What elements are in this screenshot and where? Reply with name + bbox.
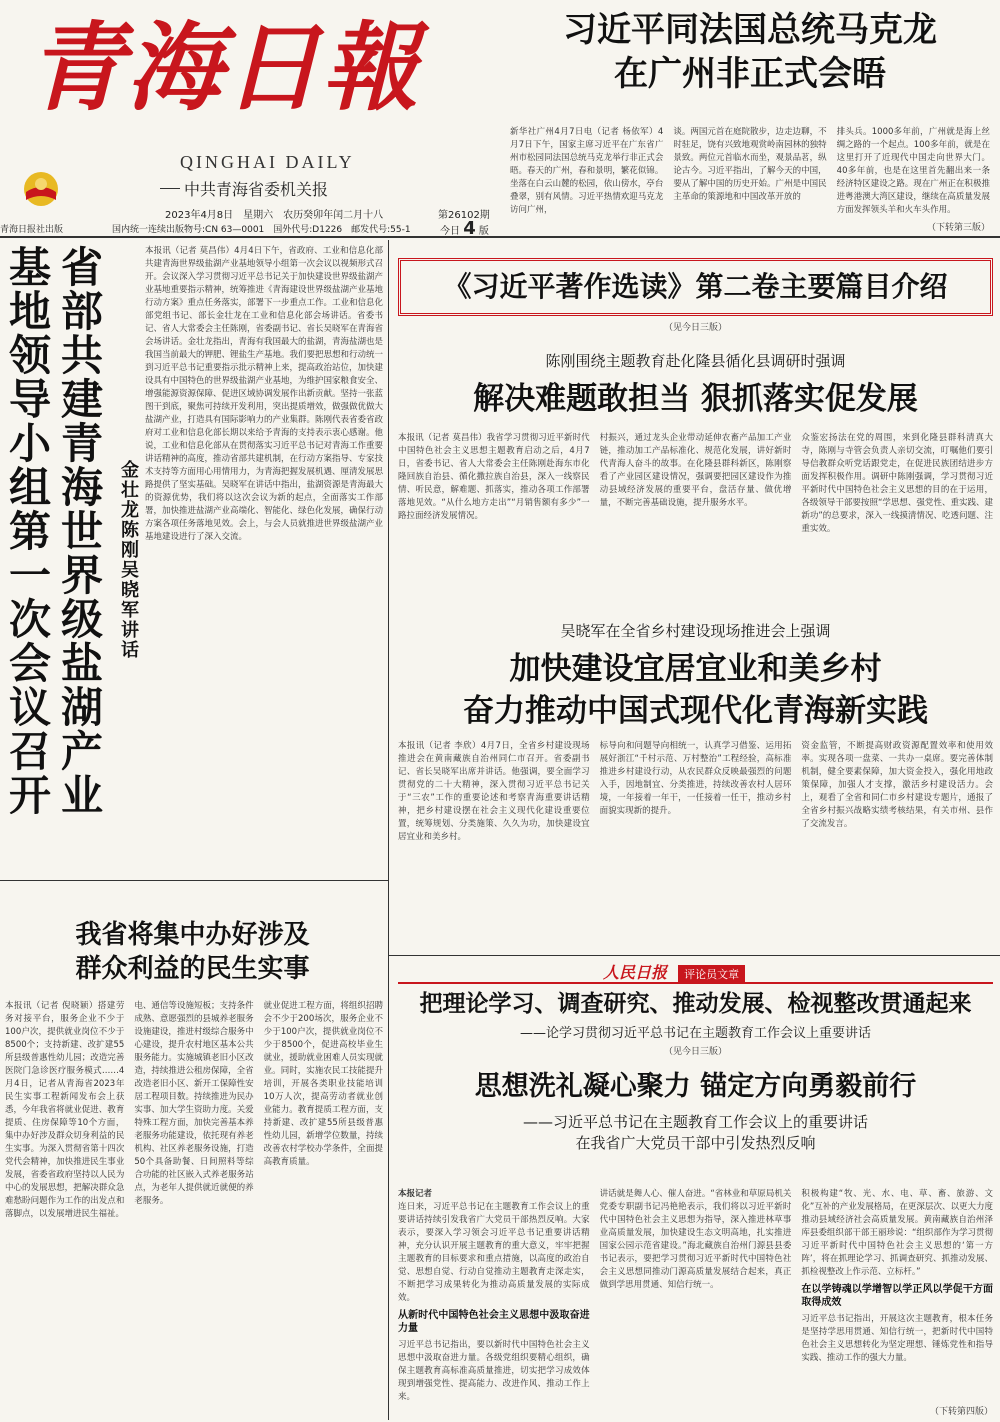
date-line: 2023年4月8日 星期六 农历癸卯年闰二月十八: [165, 210, 384, 221]
chen-headline: 解决难题敢担当 狠抓落实促发展: [473, 381, 918, 417]
chen-kicker: 陈刚围绕主题教育赴化隆县循化县调研时强调: [545, 352, 846, 370]
minsheng-headline-1: 我省将集中办好涉及: [75, 920, 310, 950]
wu-headline-1: 加快建设宜居宜业和美乡村: [509, 651, 882, 687]
today-label: 今日: [440, 226, 460, 235]
thought-sub-2: 在我省广大党员干部中引发热烈反响: [575, 1134, 816, 1152]
thought-sub-1: ——习近平总书记在主题教育工作会议上的重要讲话: [522, 1113, 868, 1131]
featured-see-page: （见今日三版）: [663, 323, 727, 333]
thought-body: [398, 1188, 993, 1413]
minsheng-col-2: 电、通信等设施短板；支持条件成熟、意愿强烈的县城养老服务设施建设，推进村级综合服务中心建设，提升农村地区基本公共服务能力。实施城镇老旧小区改造，持续推进公租房保障，全省改造老旧小区、新开工保障性安居工程项目数。持续推进为民办实事、加大学生资助力度。关爱特殊工程方面，加快完善基本养老服务功能建设，依托现有养老机构、社区养老服务设施，打造50个具备助餐、日间照料等综合功能的社区嵌入式养老服务站点，为老年人提供就近就便的养老服务。: [134, 1001, 254, 1206]
peoples-daily-see-page: （见今日三版）: [663, 1047, 727, 1057]
right-section-divider: [389, 955, 1000, 956]
wu-kicker: 吴晓军在全省乡村建设现场推进会上强调: [560, 622, 831, 640]
thought-col-2: 讲话就是舞人心、催人奋进。“省林业和草原局机关党委专职副书记冯艳艳表示，我们将以习近平新时代中国特色社会主义思想为指导，深入推进林草事业高质量发展，加快建设生态文明高地，扎实推进国家公园示范省建设。”海北藏族自治州门源县县委书记表示，要把学习贯彻习近平新时代中国特色社会主义思想同推动门源高质量发展结合起来，真正做到学思用贯通、知信行统一。: [599, 1189, 792, 1290]
masthead-divider: [0, 236, 1000, 238]
top-story: [510, 8, 990, 233]
cn-code-line: 国内统一连续出版物号:CN 63—0001 国外代号:D1226 邮发代号:55-1: [112, 225, 411, 235]
publisher: 青海日报社出版: [0, 225, 64, 235]
chen-col-3: 众鉴宏扬法在党的周围，来到化隆县群科清真大寺，陈刚与寺管会负责人亲切交流，叮嘱他们要引导信教群众听党话跟党走，在促进民族团结进步方面发挥积极作用。调研中陈刚强调，学习贯彻习近平新时代中国特色社会主义思想的目的在于运用，各级领导干部要按照“学思想、强党性、重实践、建新功”的总要求，深入一线摸清情况、吃透问题、注重实效。: [801, 433, 993, 534]
top-headline-1: 习近平同法国总统马克龙: [563, 10, 937, 50]
peoples-daily-subheadline: ——论学习贯彻习近平总书记在主题教育工作会议上重要讲话: [519, 1026, 871, 1041]
thought-col-3-subhead: 在以学铸魂以学增智以学正风以学促干方面取得成效: [801, 1284, 993, 1308]
newspaper-logo: 青海日報: [28, 11, 420, 124]
thought-col-3-text: 积极构建“牧、光、水、电、草、畜、旅游、文化”互补的产业发展格局，在更深层次、以更大力度推动县域经济社会高质量发展。黄南藏族自治州泽库县委组织部干部王丽珍说：“组织部作为学习贯彻习近平新时代中国特色社会主义思想的‘第一方阵’，将在抓理论学习、抓调查研究、抓推动发展、抓检视整改上作示范、立标杆。”: [801, 1189, 993, 1277]
top-story-body: [510, 126, 990, 218]
left-main-title: 省部共建青海世界级盐湖产业基地领导小组第一次会议召开: [3, 245, 104, 817]
thought-col-1-subhead: 从新时代中国特色社会主义思想中汲取奋进力量: [398, 1310, 590, 1334]
pages-unit: 版: [478, 226, 489, 235]
sun-logo-icon: [22, 170, 60, 208]
issue-number: 第26102期: [438, 210, 490, 221]
wu-col-2: 标导向和问题导向相统一，认真学习借鉴、运用拓展好浙江“千村示范、万村整治”工程经验，高标准推进乡村建设行动，从农民群众反映最强烈的问题入手，因地制宜、分类推进，持续改善农村人居环境，一年接着一年干，一任接着一任干，推动乡村面貌实现新的提升。: [599, 741, 792, 816]
minsheng-story: [0, 890, 385, 1415]
left-story: [0, 240, 385, 870]
organ-text: 中共青海省委机关报: [184, 180, 329, 199]
wu-headline-2: 奋力推动中国式现代化青海新实践: [463, 693, 928, 729]
minsheng-col-3: 就业促进工程方面，将组织招聘会不少于200场次，服务企业不少于100户次，提供就业岗位不少于8500个，促进高校毕业生就业，援助就业困难人员实现就业。同时，实施农民工技能提升培训，开展各类职业技能培训10万人次，提高劳动者就业创业能力。教育提质工程方面，支持新建、改扩建55所县级普惠性幼儿园，新增学位数量，持续改善农村学校办学条件，全面提高教育质量。: [263, 1001, 383, 1167]
minsheng-col-1: 本报讯（记者 倪晓颖）搭建劳务对接平台，服务企业不少于100户次，提供就业岗位不少于8500个；支持新建、改扩建55所县级普惠性幼儿园；改造完善医院门急诊医疗服务模式……4月4日，记者从青海省2023年民生实事工程新闻发布会上获悉，今年我省将就业促进、教育提质、住房保障等10个方面，集中办好涉及群众切身利益的民生实事。为深入贯彻省第十四次党代会精神，加快推进民生事业发展，省委省政府坚持以人民为中心的发展思想，把解决群众急难愁盼问题作为工作的出发点和落脚点，以发展增进民生福祉。: [5, 1001, 125, 1219]
top-col-2: 谈。两国元首在庭院散步，边走边聊，不时驻足，饶有兴致地观赏岭南园林的独特景致。两位元首临水而坐，观景品茗，纵论古今。习近平指出，了解今天的中国，要从了解中国的历史开始。广州是中国民主革命的策源地和中国改革开放的: [673, 127, 827, 202]
chen-col-1: 本报讯（记者 莫昌伟）我省学习贯彻习近平新时代中国特色社会主义思想主题教育启动之后，4月7日，省委书记、省人大常委会主任陈刚赴海东市化隆回族自治县、循化撒拉族自治县，深入一线察民情、听民意，解难题、抓落实，推动各项工作部署落地见效。“从什么地方走出”“月销售额有多少”一路拉面经济发展情况。: [398, 433, 590, 521]
wu-body: [398, 740, 993, 940]
peoples-daily-tag: 评论员文章: [678, 965, 745, 983]
left-body: 本报讯（记者 莫昌伟）4月4日下午，省政府、工业和信息化部共建青海世界级盐湖产业基地领导小组第一次会议以视频形式召开。会议深入学习贯彻习近平总书记关于加快建设世界级盐湖产业基地重要指示精神，统筹推进《青海建设世界级盐湖产业基地行动方案》重点任务落实，部署下一步重点工作。工业和信息化部党组书记、部长金壮龙在工业和信息化部会场讲话。省委书记、省人大常委会主任陈刚，省委副书记、省长吴晓军在青海省会场讲话。金壮龙指出，青海有我国最大的盐湖，青海盐湖也是我国当前最大的钾肥、锂盐生产基地。我们要把思想和行动统一到习近平总书记重要指示批示精神上来，提高政治站位，加快建设具有中国特色的世界级盐湖产业基地，为维护国家粮食安全、增强能源资源保障、促进区域协调发展作出新贡献。坚持一张蓝图干到底，聚焦可持续开发利用，突出提质增效，做强做优做大盐湖产业，打造具有国际影响力的产业集群。陈刚代表省委省政府对工业和信息化部长期以来给予青海的支持表示衷心感谢。他说，工业和信息化部从在贯彻落实习近平总书记对青海工作重要讲话精神的高度，推动省部共建机制，在行动方案指导、专家技术支持等方面用心用情用力，为青海把握发展机遇、厘清发展思路提供了坚实基础。吴晓军在讲话中指出，盐湖资源是青海最大的资源优势，我们将以这次会议为新的起点，全面落实工作部署，加快推进盐湖产业高端化、智能化、绿色化发展，确保行动方案各项任务落地见效。会上，与会人员就推进世界级盐湖产业基地建设进行了深入交流。: [145, 246, 384, 542]
left-subtitle: 金壮龙陈刚吴晓军讲话: [118, 460, 139, 660]
featured-title: 《习近平著作选读》第二卷主要篇目介绍: [443, 270, 948, 303]
thought-col-3: [801, 1188, 993, 1413]
top-col-1: 新华社广州4月7日电（记者 杨依军）4月7日下午，国家主席习近平在广东省广州市松园同法国总统马克龙举行非正式会晤。春天的广州，春和景明，繁花似锦。坐落在白云山麓的松园，依山傍水，亭台叠翠，别有风情。习近平热情欢迎马克龙访问广州，: [510, 127, 664, 215]
peoples-daily-brand: 人民日报: [603, 963, 668, 982]
chen-story: [398, 350, 993, 600]
pages-count: 4: [463, 218, 476, 235]
chen-body: [398, 432, 993, 597]
today-pages: [440, 218, 489, 235]
peoples-daily-box: [398, 960, 993, 1060]
thought-col-1-after: 习近平总书记指出，要以新时代中国特色社会主义思想中汲取奋进力量。各级党组织要精心组织，确保主题教育高标准高质量推进，切实把学习成效体现到增强党性、提高能力、改进作风、推动工作上来。: [398, 1340, 590, 1402]
minsheng-body: [5, 1000, 383, 1410]
top-headline-2: 在广州非正式会晤: [614, 54, 886, 94]
organ-line: [160, 177, 490, 201]
pinyin-title: QINGHAI DAILY: [180, 152, 355, 172]
masthead: [0, 0, 515, 235]
thought-col-1-text: 连日来，习近平总书记在主题教育工作会议上的重要讲话持续引发我省广大党员干部热烈反响。大家表示，要深入学习领会习近平总书记重要讲话精神，充分认识开展主题教育的重大意义，牢牢把握主题教育的目标要求和重点措施，以高度的政治自觉、思想自觉、行动自觉推动主题教育走深走实，不断把学习成果转化为推动高质量发展的实际成效。: [398, 1202, 590, 1303]
thought-story: [398, 1068, 993, 1418]
peoples-daily-headline: 把理论学习、调查研究、推动发展、检视整改贯通起来: [419, 991, 972, 1017]
wu-col-1: 本报讯（记者 李欣）4月7日，全省乡村建设现场推进会在黄南藏族自治州同仁市召开。省委副书记、省长吴晓军出席并讲话。他强调，要全面学习贯彻党的二十大精神，深入贯彻习近平总书记关于“三农”工作的重要论述和考察青海重要讲话精神，把乡村建设摆在社会主义现代化建设重要位置，统筹规划、分类施策、久久为功，加快建设宜居宜业和美乡村。: [398, 741, 590, 842]
thought-byline: 本报记者: [398, 1189, 433, 1199]
vertical-divider: [388, 240, 389, 1420]
top-col-3: 排头兵。1000多年前，广州就是海上丝绸之路的一个起点。100多年前，就是在这里打开了近现代中国走向世界大门。40多年前，也是在这里首先翻出来一条经济特区建设之路。现在广州正在积极推进粤港澳大湾区建设，继续在高质量发展方面发挥领头羊和火车头作用。: [836, 127, 990, 215]
thought-continued: （下转第四版）: [930, 1404, 993, 1417]
thought-col-3-after: 习近平总书记指出，开展这次主题教育，根本任务是坚持学思用贯通、知信行统一，把新时代中国特色社会主义思想转化为坚定理想、锤炼党性和指导实践、推动工作的强大力量。: [801, 1314, 993, 1363]
featured-box: [398, 258, 993, 336]
left-section-divider: [0, 880, 388, 881]
wu-col-3: 资金监管，不断提高财政资源配置效率和使用效率。实现各项一盘菜、一共办一桌席。要完善体制机制，健全要素保障，加大资金投入，强化用地政策保障，加强人才支撑，激活乡村建设活力。会上，观看了全省和同仁市乡村建设专题片，通报了全省乡村振兴战略实绩考核结果，有关市州、县作了交流发言。: [801, 741, 993, 829]
wu-story: [398, 620, 993, 950]
thought-col-1: [398, 1188, 590, 1413]
thought-headline: 思想洗礼凝心聚力 锚定方向勇毅前行: [474, 1071, 917, 1102]
top-continued: （下转第三版）: [926, 223, 990, 233]
chen-col-2: 村振兴，通过龙头企业带动延伸农畜产品加工产业链，推动加工产品标准化、规范化发展，讲好新时代青海人奋斗的故事。在化隆县群科新区，陈刚察看了产业园区建设情况，强调要把园区建设作为推动县域经济发展的重要平台，盘活存量、做优增量，不断完善基础设施，提升服务水平。: [599, 433, 792, 508]
minsheng-headline-2: 群众利益的民生实事: [75, 954, 310, 984]
